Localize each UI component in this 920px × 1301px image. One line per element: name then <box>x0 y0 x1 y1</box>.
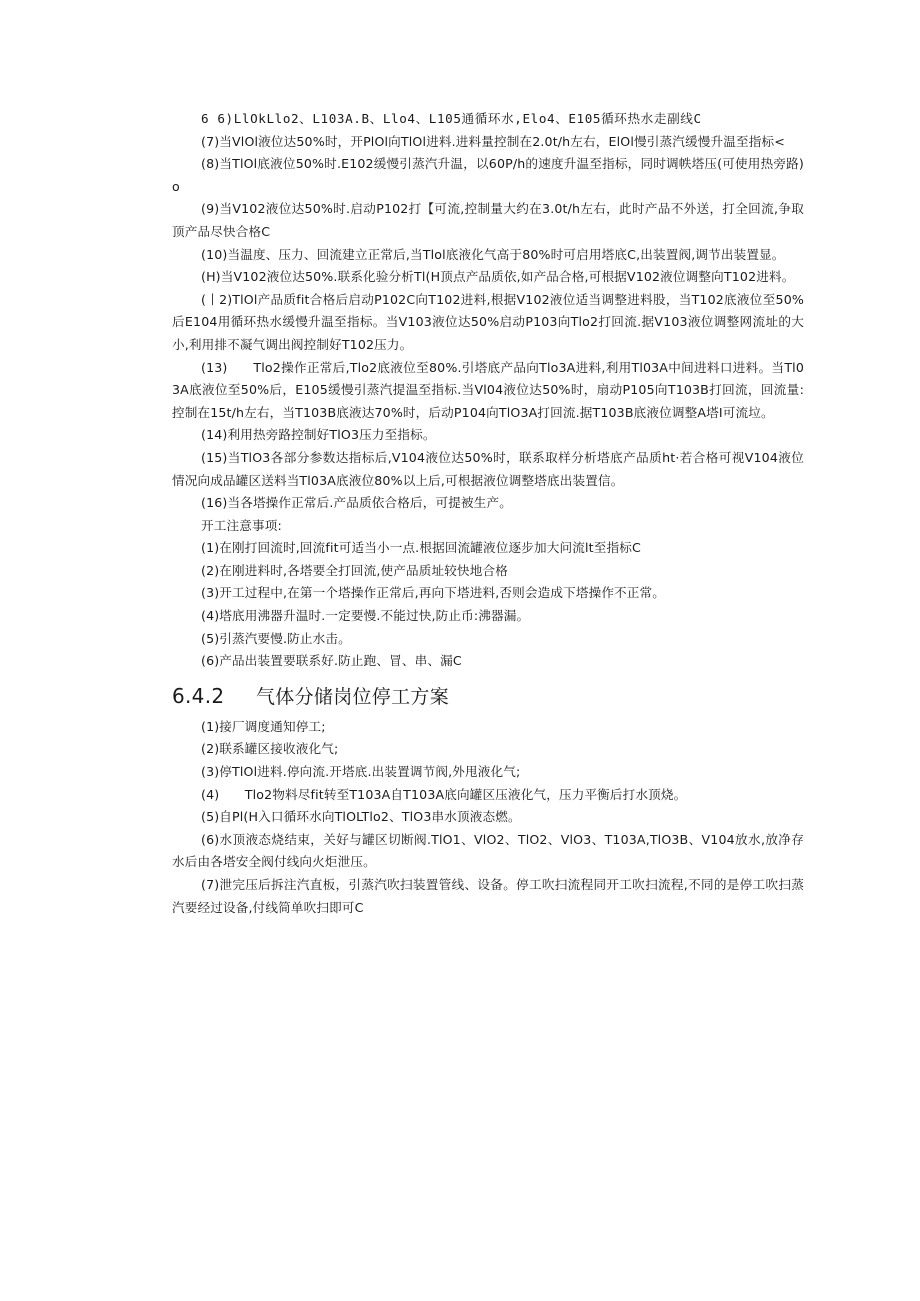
note-item-5: (5)引蒸汽要慢.防止水击。 <box>201 630 351 646</box>
paragraph-step-14: (14)利用热旁路控制好TlO3压力至指标。 <box>201 427 436 443</box>
paragraph-step-15: (15)当TlO3各部分参数达指标后,V104液位达50%时，联系取样分析塔底产品质ht·若合格可视V104液位情况向成品罐区送料当Tl03A底液位80%以上后,可根据液位调整塔底出装置信。 <box>172 449 804 488</box>
document-page <box>172 108 804 919</box>
section-number: 6.4.2 <box>172 683 225 708</box>
paragraph-step-11: (H)当V102液位达50%.联系化验分析Tl(H顶点产品质依,如产品合格,可根据V102液位调整向T102进料。 <box>201 269 795 285</box>
paragraph-step-10: (10)当温度、压力、回流建立正常后,当Tlol底液化气高于80%时可启用塔底C,出装置阀,调节出装置显。 <box>201 246 785 262</box>
note-item-2: (2)在刚进料时,各塔要全打回流,使产品质址较快地合格 <box>201 562 508 578</box>
shutdown-step-2: (2)联系罐区接收液化气; <box>201 741 339 757</box>
shutdown-step-5: (5)自Pl(H入口循环水向TlOLTlo2、TlO3串水顶液态燃。 <box>201 809 521 825</box>
note-item-1: (1)在刚打回流时,回流fit可适当小一点.根据回流罐液位逐步加大问流lt至指标C <box>201 540 641 556</box>
note-item-6: (6)产品出装置要联系好.防止跑、冒、串、漏C <box>201 653 462 669</box>
paragraph-step-12: (丨2)TlOl产品质fit合格后启动P102C向T102进料,根据V102液位适当调整进料股，当T102底液位至50%后E104用循环热水缓慢升温至指标。当V103液位达50%启动P103向Tlo2打回流.据V103液位调整网流址的大小,利用排不凝气调出阀控制好T102压力。 <box>172 291 804 352</box>
shutdown-step-7: (7)泄完压后拆注汽直板，引蒸汽吹扫装置管线、设备。停工吹扫流程同开工吹扫流程,不同的是停工吹扫蒸汽要经过设备,付线简单吹扫即可C <box>172 877 804 915</box>
section-heading <box>172 681 804 712</box>
shutdown-step-1: (1)接厂调度通知停工; <box>201 718 326 734</box>
paragraph-step-8: (8)当TlOl底液位50%时.E102缓慢引蒸汽升温，以60P/h的速度升温至指标，同时调帙塔压(可使用热旁路)o <box>172 156 804 194</box>
shutdown-step-6: (6)水顶液态烧结束，关好与罐区切断阀.TlO1、VlO2、TlO2、VlO3、T103A,TlO3B、V104放水,放净存水后由各塔安全阀付线向火炬泄压。 <box>172 831 804 870</box>
section-title: 气体分储岗位停工方案 <box>256 685 450 708</box>
notes-heading: 开工注意事项: <box>201 517 282 533</box>
paragraph-step-6: 6 6)LlOkLlo2、L103A.B、Llo4、L105通循环水,Elo4、E105循环热水走副线C <box>201 111 702 126</box>
paragraph-step-13: (13) Tlo2操作正常后,Tlo2底液位至80%.引塔底产品向Tlo3A进料,利用Tl03A中间进料口进料。当Tl03A底液位至50%后，E105缓慢引蒸汽提温至指标.当Vl04液位达50%时，扇动P105向T103B打回流，回流量:控制在15t/h左右，当T103B底液达70%时，后动P104向TlO3A打回流.据T103B底液位调整A塔I可流垃。 <box>172 359 804 420</box>
shutdown-step-4: (4) Tlo2物料尽fit转至T103A自T103A底向罐区压液化气，压力平衡后打水顶烧。 <box>201 786 687 802</box>
paragraph-step-7: (7)当VlOl液位达50%时，开PlOl向TlOl进料.进料量控制在2.0t/h左右，ElOl慢引蒸汽缓慢升温至指标< <box>201 133 785 149</box>
paragraph-step-9: (9)当V102液位达50%时.启动P102打【可流,控制量大约在3.0t/h左右，此时产品不外送，打全回流,争取顶产品尽快合格C <box>172 201 804 239</box>
shutdown-step-3: (3)停TlOl进料.停向流.开塔底.出装置调节阀,外甩液化气; <box>201 764 521 780</box>
paragraph-step-16: (16)当各塔操作正常后.产品质依合格后，可提被生产。 <box>201 495 512 511</box>
note-item-4: (4)塔底用沸器升温时.一定要慢.不能过快,防止币:沸器漏。 <box>201 608 530 624</box>
note-item-3: (3)开工过程中,在第一个塔操作正常后,再向下塔进料,否则会造成下塔操作不正常。 <box>201 585 666 601</box>
